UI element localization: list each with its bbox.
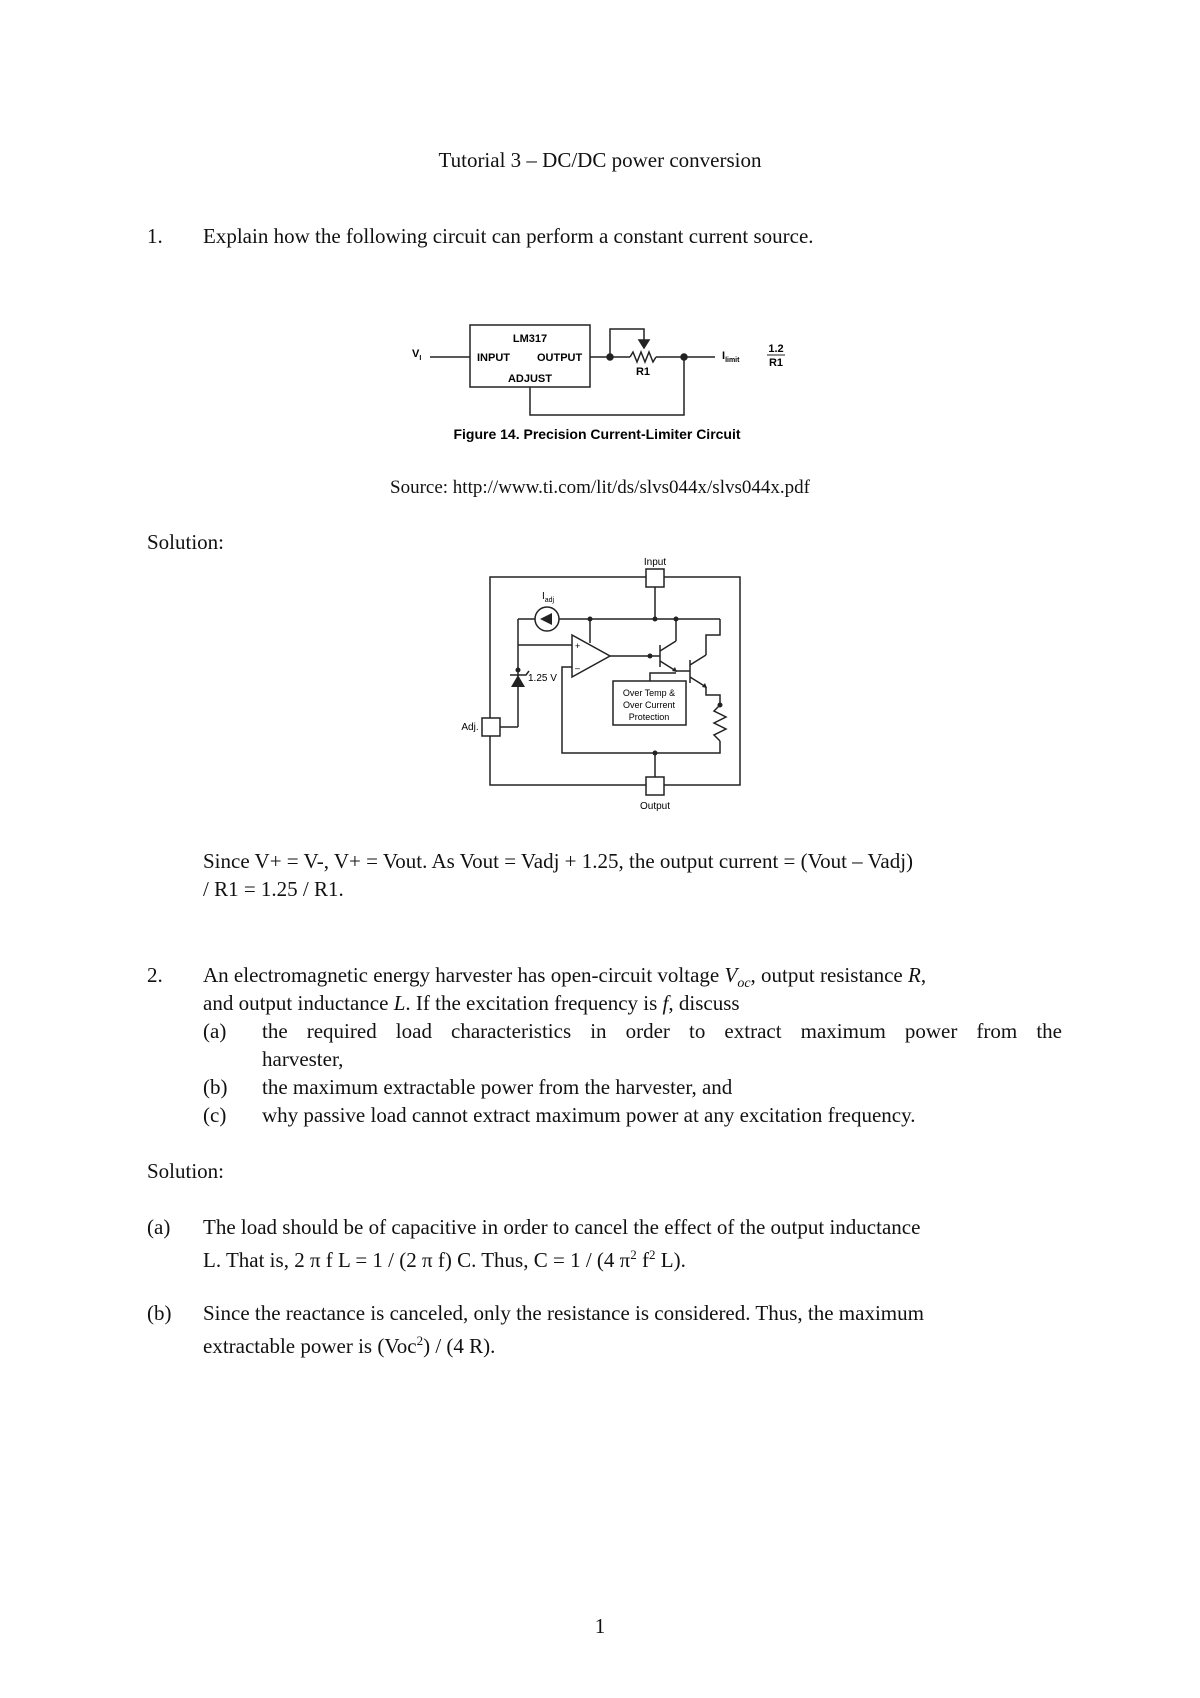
protection-line-1: Over Temp & <box>622 688 676 698</box>
solution-2b-label: (b) <box>147 1301 172 1325</box>
protection-line-3: Protection <box>628 712 670 722</box>
q2-item-b-text: the maximum extractable power from the harvester, and <box>262 1075 733 1099</box>
formula-denominator: R1 <box>768 357 784 369</box>
input-pin <box>646 569 664 587</box>
iadj-label: $I_{adj}$ <box>541 591 555 604</box>
question-2-line-1: An electromagnetic energy harvester has open-circuit voltage $V_{oc}$, output resistance R, <box>203 963 927 992</box>
output-label: Output <box>639 801 671 812</box>
solution-2a-line-1: The load should be of capacitive in order to cancel the effect of the output inductance <box>203 1215 921 1239</box>
figure-14-circuit <box>400 315 800 445</box>
output-pin-label: OUTPUT <box>537 352 583 364</box>
adj-pin <box>482 718 500 736</box>
formula-numerator: 1.2 <box>768 343 784 355</box>
adjust-pin-label: ADJUST <box>507 373 553 385</box>
ilimit-label: $I_{limit}$ <box>722 350 740 364</box>
question-1-text: Explain how the following circuit can perform a constant current source. <box>203 224 814 248</box>
q2-item-a-line-1: the required load characteristics in order to extract maximum power from the <box>262 1019 1062 1043</box>
solution-2b-line-2: extractable power is (Voc$^2$) / (4 R). <box>203 1333 496 1358</box>
vi-label: $V_I$ <box>412 348 422 362</box>
q2-item-c-label: (c) <box>203 1103 227 1127</box>
protection-line-2: Over Current <box>622 700 676 710</box>
q2-item-a-line-2: harvester, <box>262 1047 344 1071</box>
solution-2-label: Solution: <box>147 1159 225 1183</box>
sense-resistor <box>714 705 726 741</box>
page-number: 1 <box>594 1614 606 1638</box>
opamp-plus: + <box>575 641 581 651</box>
question-2-line-2: and output inductance L. If the excitation frequency is f, discuss <box>203 991 740 1015</box>
figure-source: Source: http://www.ti.com/lit/ds/slvs044x/slvs044x.pdf <box>390 477 810 498</box>
q2-item-a-label: (a) <box>203 1019 227 1043</box>
question-1-number: 1. <box>147 224 163 248</box>
q2-item-b-label: (b) <box>203 1075 228 1099</box>
solution-2a-label: (a) <box>147 1215 171 1239</box>
adj-label: Adj. <box>461 722 479 733</box>
opamp-minus: – <box>575 663 581 673</box>
lm317-internal-diagram <box>450 555 760 815</box>
q2-item-c-text: why passive load cannot extract maximum power at any excitation frequency. <box>262 1103 916 1127</box>
input-label: Input <box>643 557 667 568</box>
question-2-number: 2. <box>147 963 163 987</box>
page-title: Tutorial 3 – DC/DC power conversion <box>438 148 762 172</box>
r1-label: R1 <box>635 366 651 378</box>
solution-1-line-2: / R1 = 1.25 / R1. <box>203 877 344 901</box>
solution-2a-line-2: L. That is, 2 π f L = 1 / (2 π f) C. Thus, C = 1 / (4 $\pi^2$ $f^2$ L). <box>203 1247 686 1272</box>
input-pin-label: INPUT <box>477 352 510 364</box>
solution-1-line-1: Since V+ = V-, V+ = Vout. As Vout = Vadj + 1.25, the output current = (Vout – Vadj) <box>203 849 914 873</box>
solution-2b-line-1: Since the reactance is canceled, only the resistance is considered. Thus, the maximum <box>203 1301 924 1325</box>
lm317-label: LM317 <box>512 333 548 345</box>
vref-label: 1.25 V <box>528 673 557 684</box>
solution-1-label: Solution: <box>147 530 225 554</box>
figure-14-caption: Figure 14. Precision Current-Limiter Circuit <box>453 426 741 442</box>
output-pin <box>646 777 664 795</box>
